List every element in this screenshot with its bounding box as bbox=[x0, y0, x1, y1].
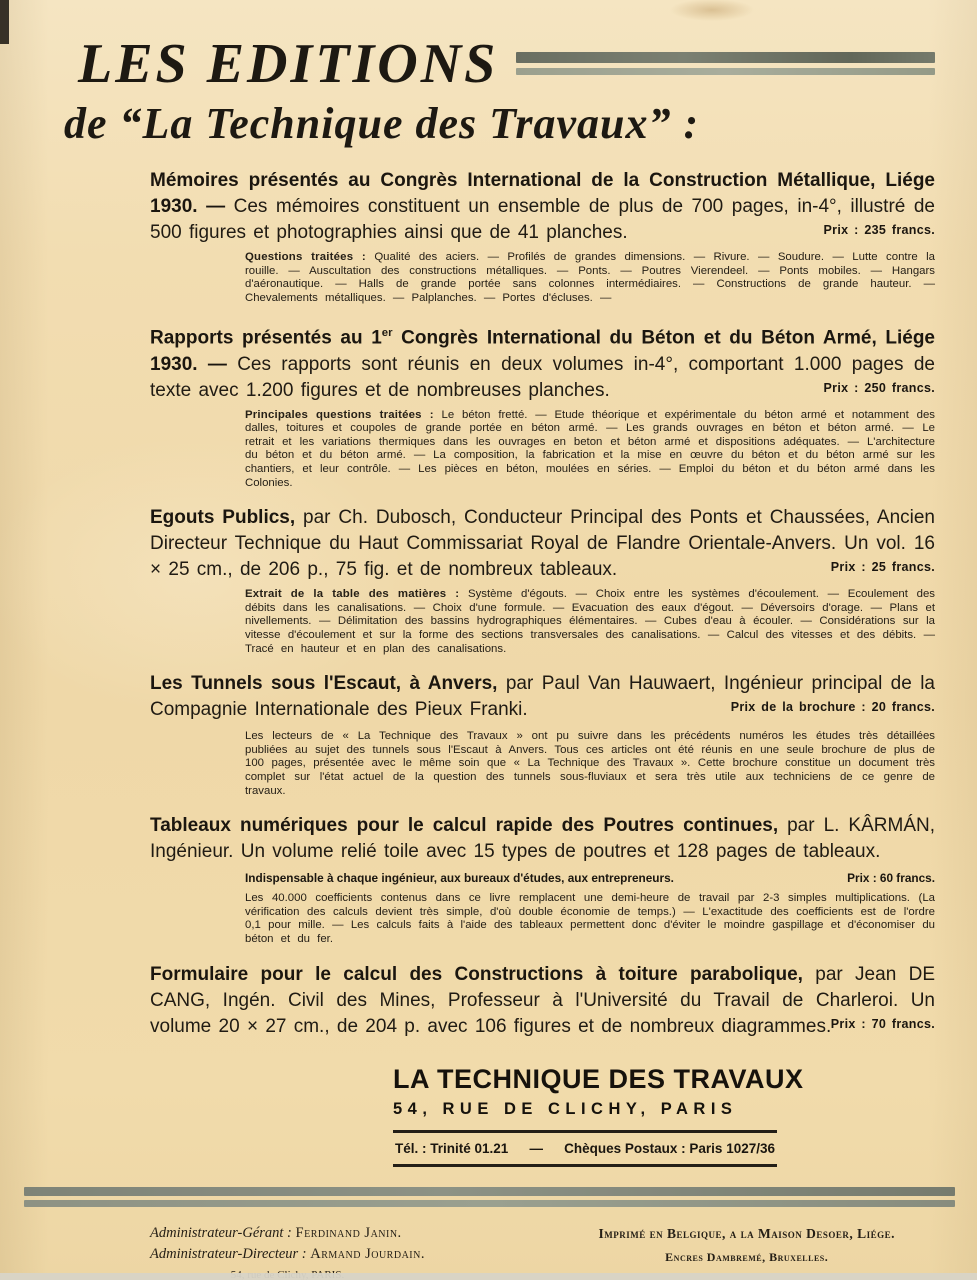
book-title: Formulaire pour le calcul des Constructions à toiture parabolique, bbox=[150, 963, 816, 985]
contact-box bbox=[393, 1130, 777, 1167]
book-title-cont: Congrès International du Béton et du Béton Armé, Liége 1930. — bbox=[150, 327, 935, 375]
admin-directeur-name: Armand Jourdain. bbox=[310, 1246, 425, 1263]
topics-text: Le béton fretté. — Etude théorique et expérimentale du béton armé et notamment des dalles, toitures et coupoles de grande portée en béton armé. — Les grands ouvrages en béton et béton armé. — Le retrait et les variations thermiques dans les ouvrages en beton et béton armé et dispositions adéquates. — L'architecture du béton et du béton armé. — La composition, la fabrication et la mise en œuvre du béton et du béton armé sur les chantiers, et leur contrôle. — Les pièces en béton, moulées en séries. — Emploi du béton et du béton armé dans les Colonies. bbox=[245, 408, 935, 489]
entry-tunnels-blurb bbox=[245, 730, 935, 798]
book-description: Ces mémoires constituent un ensemble de plus de 700 pages, in-4°, illustré de 500 figures et photographies ainsi que de 41 planches. bbox=[150, 196, 935, 243]
scan-bed-strip bbox=[0, 1273, 977, 1280]
admin-gerant-line bbox=[150, 1223, 425, 1245]
entry-tableaux-numeriques bbox=[150, 813, 935, 865]
footer-rules bbox=[24, 1187, 955, 1207]
blurb-text: Les 40.000 coefficients contenus dans ce livre remplacent une demi-heure de travail par 2-3 simples multiplications. (La vérification des calculs devient très simple, d'où double économie de temps.) — L'exactitude des coefficients est de l'ordre 0,1 pour mille. — Les calculs faits à l'aide des tableaux permettent donc d'éviter le moindre gaspillage et d'économiser du béton et du fer. bbox=[245, 892, 935, 945]
entry-egouts-contents bbox=[245, 588, 935, 656]
book-description: Ces rapports sont réunis en deux volumes in-4°, comportant 1.000 pages de texte avec 1.200 figures et de nombreuses planches. bbox=[150, 353, 935, 401]
entry-tunnels-escaut bbox=[150, 671, 935, 723]
book-description: par L. KÂRMÁN, Ingénieur. Un volume relié toile avec 15 types de poutres et 128 pages de tableaux. bbox=[150, 815, 935, 863]
entry-formulaire-toiture bbox=[150, 962, 935, 1040]
postal-account: Chèques Postaux : Paris 1027/36 bbox=[564, 1140, 775, 1156]
entry-egouts-publics bbox=[150, 505, 935, 583]
note-text: Indispensable à chaque ingénieur, aux bureaux d'études, aux entrepreneurs. bbox=[245, 871, 674, 886]
administrators-block bbox=[150, 1223, 425, 1280]
publisher-name: LA TECHNIQUE DES TRAVAUX bbox=[393, 1063, 804, 1094]
book-description: par Paul Van Hauwaert, Ingénieur principal de la Compagnie Internationale des Pieux Franki. bbox=[150, 673, 936, 721]
admin-directeur-line bbox=[150, 1244, 425, 1266]
book-description: par Ch. Dubosch, Conducteur Principal des Ponts et Chaussées, Ancien Directeur Technique du Haut Commissariat Royal de Flandre Orientale-Anvers. Un vol. 16 × 25 cm., de 206 p., 75 fig. et de nombreux tableaux. bbox=[150, 507, 935, 581]
price-label: Prix : 235 francs. bbox=[823, 223, 935, 237]
telephone-number: Tél. : Trinité 01.21 bbox=[395, 1140, 509, 1156]
book-title: Mémoires présentés au Congrès International de la Construction Métallique, Liége 1930. — bbox=[150, 170, 935, 217]
separator-dash: — bbox=[529, 1140, 543, 1156]
price-label: Prix : 70 francs. bbox=[830, 1016, 935, 1031]
inks-line: Encres Dambremé, Bruxelles. bbox=[665, 1249, 829, 1264]
book-title: Egouts Publics, bbox=[150, 507, 304, 529]
title-row bbox=[78, 0, 937, 95]
footer-rule-top bbox=[24, 1187, 955, 1196]
ordinal-superscript: er bbox=[381, 327, 393, 340]
blurb-text: Les lecteurs de « La Technique des Travaux » ont pu suivre dans les précédents numéros les études très détaillées publiées au sujet des tunnels sous l'Escaut à Anvers. Tous ces articles ont été réunis en une seule brochure de plus de 100 pages, présentée avec le même soin que « La Technique des Travaux ». Cette brochure constitue un document très complet sur l'état actuel de la question des tunnels sous-fluviaux et sera très utile aux techniciens de ce genre de travaux. bbox=[245, 730, 935, 797]
title-rules bbox=[516, 52, 935, 75]
printer-block bbox=[598, 1223, 895, 1280]
price-label: Prix : 60 francs. bbox=[847, 871, 935, 886]
topics-label: Questions traitées : bbox=[245, 251, 366, 263]
book-title: Les Tunnels sous l'Escaut, à Anvers, bbox=[150, 673, 506, 695]
printed-in-line: Imprimé en Belgique, a la Maison Desoer, Liége. bbox=[598, 1225, 895, 1241]
page-subtitle: de “La Technique des Travaux” : bbox=[64, 99, 700, 148]
scan-corner-mark bbox=[0, 0, 9, 44]
entry-tableaux-note-row bbox=[245, 871, 935, 885]
page-header bbox=[0, 0, 977, 146]
admin-gerant-label: Administrateur-Gérant : bbox=[150, 1224, 296, 1241]
price-label: Prix : 250 francs. bbox=[823, 380, 935, 395]
page-title: LES EDITIONS bbox=[78, 33, 499, 95]
footer-rule-bottom bbox=[24, 1200, 955, 1207]
admin-directeur-label: Administrateur-Directeur : bbox=[150, 1246, 311, 1263]
topics-text: Qualité des aciers. — Profilés de grandes dimensions. — Rivure. — Soudure. — Lutte contre la rouille. — Auscultation des constructions métalliques. — Ponts. — Poutres Vierendeel. — Ponts mobiles. — Hangars d'aéronautique. — Halls de grande portée sans colonnes intermédiaires. — Constructions de grande hauteur. — Chevalements métalliques. — Palplanches. — Portes d'écluses. — bbox=[245, 251, 936, 304]
topics-text: Système d'égouts. — Choix entre les systèmes d'écoulement. — Ecoulement des débits dans les canalisations. — Choix d'une formule. — Evacuation des eaux d'égout. — Déversoirs d'orage. — Plans et nivellements. — Délimitation des bassins hydrographiques élémentaires. — Cubes d'eau à écouler. — Considérations sur la vitesse d'écoulement et sur la forme des sections transversales des canalisations. — Calcul des vitesses et des débits. — Tracé en hauteur et en plan des canalisations. bbox=[245, 588, 935, 655]
admin-gerant-name: Ferdinand Janin. bbox=[295, 1224, 402, 1241]
imprint-footer bbox=[150, 1223, 895, 1280]
entry-memoires-congres-metallique bbox=[150, 168, 935, 246]
entry-tableaux-blurb bbox=[245, 892, 935, 946]
title-rule-top bbox=[516, 52, 935, 63]
price-label: Prix : 25 francs. bbox=[830, 560, 935, 575]
publisher-block bbox=[393, 1063, 804, 1167]
entry-rapports-congres-beton bbox=[150, 320, 935, 403]
title-rule-bottom bbox=[516, 68, 935, 75]
book-title: Tableaux numériques pour le calcul rapide des Poutres continues, bbox=[150, 815, 788, 837]
entry-rapports-topics bbox=[245, 409, 935, 491]
entry-memoires-topics bbox=[245, 251, 935, 305]
book-title: Rapports présentés au 1 bbox=[150, 327, 382, 349]
topics-label: Principales questions traitées : bbox=[245, 408, 434, 421]
book-description: par Jean DE CANG, Ingén. Civil des Mines, Professeur à l'Université du Travail de Charleroi. Un volume 20 × 27 cm., de 204 p. avec 106 figures et de nombreux diagrammes. bbox=[150, 963, 935, 1037]
publisher-address: 54, RUE DE CLICHY, PARIS bbox=[393, 1099, 738, 1118]
book-list bbox=[0, 168, 977, 1040]
topics-label: Extrait de la table des matières : bbox=[245, 588, 460, 601]
price-label: Prix de la brochure : 20 francs. bbox=[730, 700, 935, 715]
